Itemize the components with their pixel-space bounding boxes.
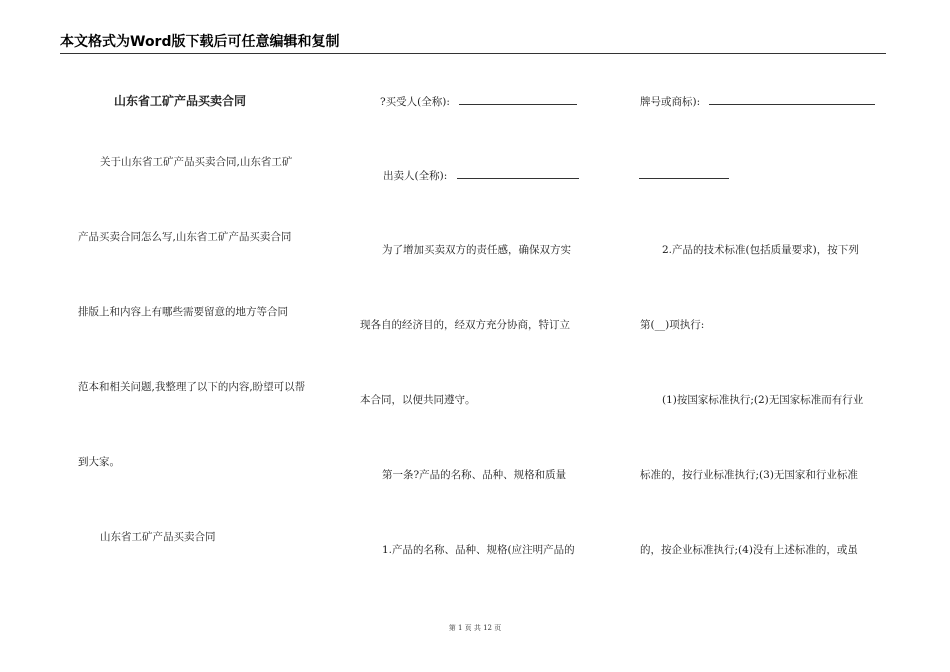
right-line-2: 第(__)项执行: [640, 319, 705, 331]
right-line-5: 的，按企业标准执行;(4)没有上述标准的，或虽 [640, 544, 858, 556]
right-line-3: (1)按国家标准执行;(2)无国家标准而有行业 [662, 394, 864, 406]
middle-line-2: 现各自的经济目的，经双方充分协商，特订立 [360, 319, 570, 331]
brand-label: 牌号或商标): [640, 96, 701, 108]
middle-line-4: 第一条?产品的名称、品种、规格和质量 [382, 469, 567, 481]
buyer-blank [459, 94, 577, 105]
left-line-4: 范本和相关问题,我整理了以下的内容,盼望可以帮 [78, 381, 306, 393]
middle-line-1: 为了增加买卖双方的责任感，确保双方实 [382, 244, 571, 256]
left-line-3: 排版上和内容上有哪些需要留意的地方等合同 [78, 306, 288, 318]
seller-blank [457, 168, 579, 179]
right-line-1: 2.产品的技术标准(包括质量要求)，按下列 [662, 244, 859, 256]
left-line-2: 产品买卖合同怎么写,山东省工矿产品买卖合同 [78, 231, 292, 243]
page-header [60, 33, 886, 54]
brand-blank [709, 94, 875, 105]
middle-line-3: 本合同，以便共同遵守。 [360, 394, 476, 406]
left-line-5: 到大家。 [78, 456, 120, 468]
seller-label: 出卖人(全称): [383, 170, 448, 182]
brand-field [640, 94, 875, 109]
buyer-field [380, 94, 577, 109]
left-line-1: 关于山东省工矿产品买卖合同,山东省工矿 [100, 156, 293, 168]
seller-field [383, 168, 579, 183]
brand-blank-continued [639, 168, 729, 179]
page-header-title: 本文格式为Word版下载后可任意编辑和复制 [60, 34, 340, 50]
document-title: 山东省工矿产品买卖合同 [114, 94, 247, 108]
left-line-6: 山东省工矿产品买卖合同 [100, 531, 216, 543]
page-indicator: 第 1 页 共 12 页 [448, 624, 502, 632]
right-line-4: 标准的，按行业标准执行;(3)无国家和行业标准 [640, 469, 858, 481]
buyer-label: ?买受人(全称): [380, 96, 450, 108]
middle-line-5: 1.产品的名称、品种、规格(应注明产品的 [382, 544, 575, 556]
